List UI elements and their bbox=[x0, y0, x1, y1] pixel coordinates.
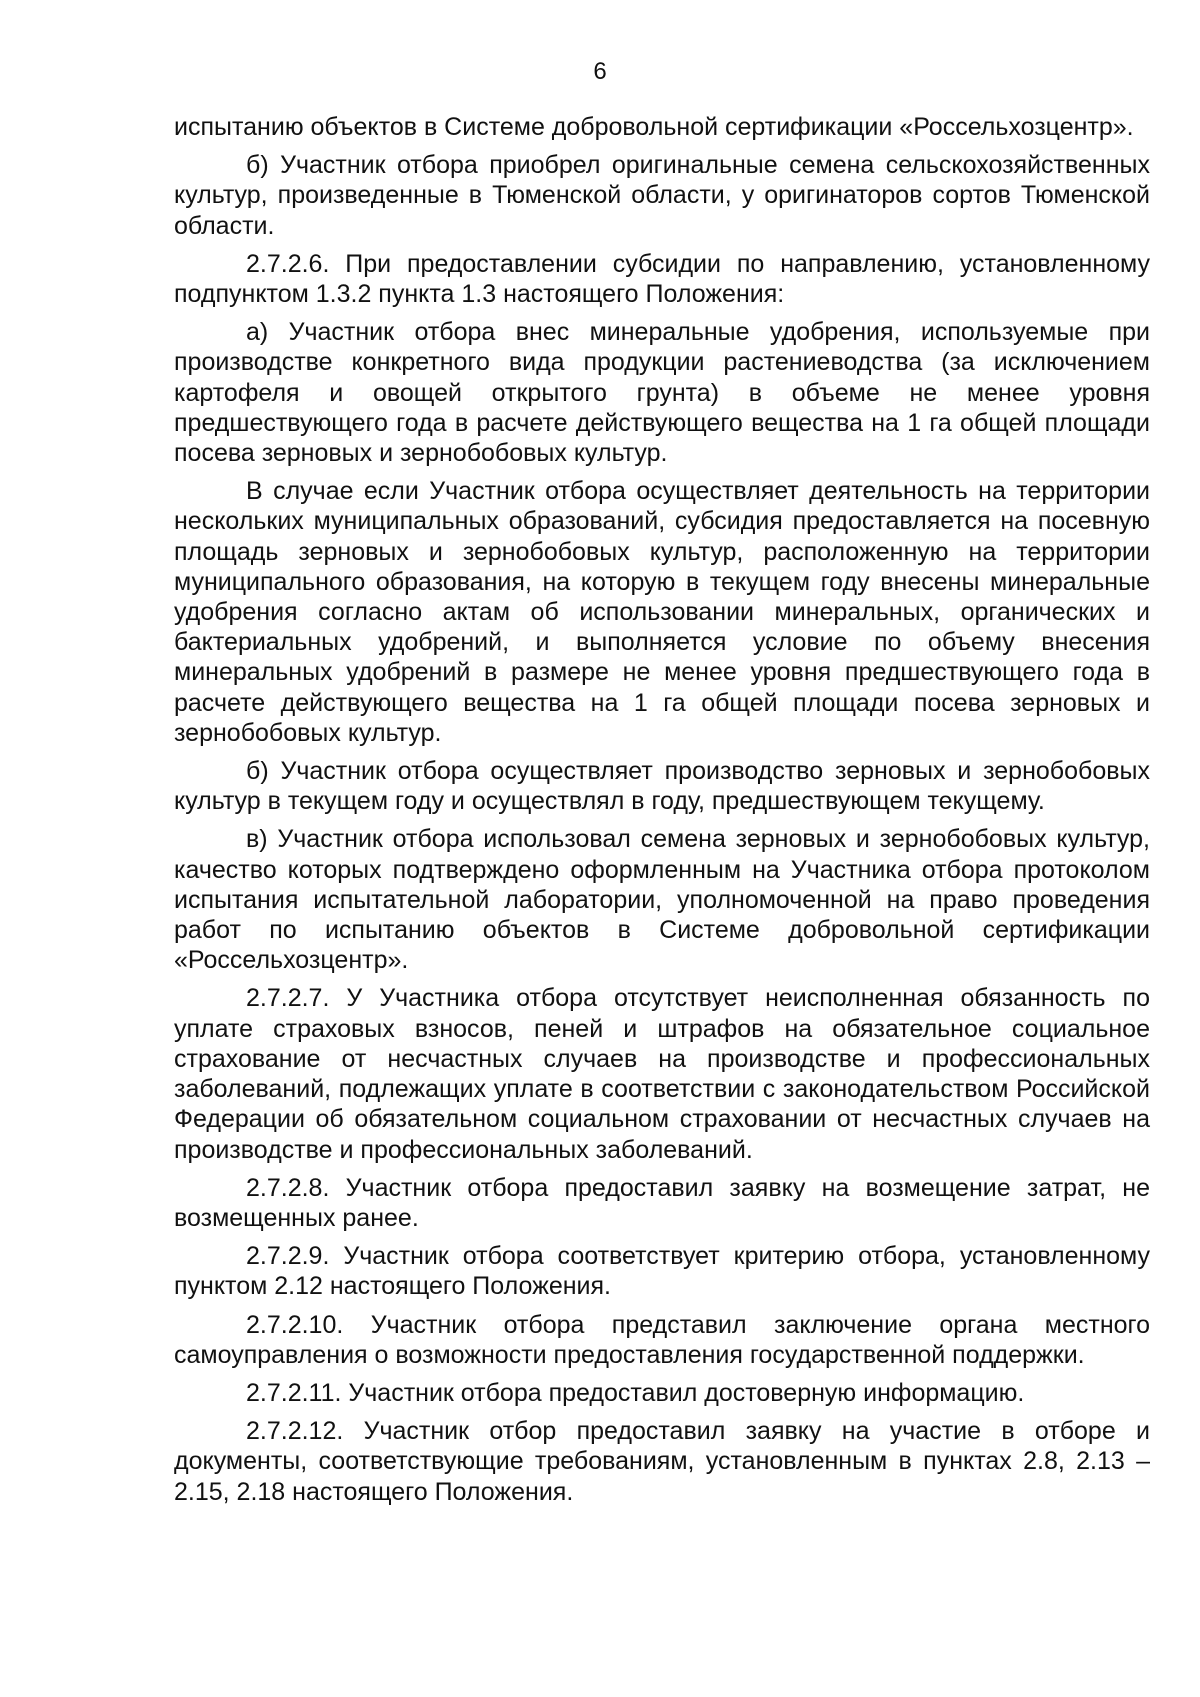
page-number: 6 bbox=[593, 58, 607, 85]
document-body bbox=[174, 112, 1150, 1515]
paragraph-2-7-2-7: 2.7.2.7. У Участника отбора отсутствует неисполненная обязанность по уплате страховых взносов, пеней и штрафов на обязательное социальное страхование от несчастных случаев на производстве и профессиональных заболеваний, подлежащих уплате в соответствии с законодательством Российской Федерации об обязательном социальном страховании от несчастных случаев на производстве и профессиональных заболеваний. bbox=[174, 984, 1150, 1164]
paragraph-2-7-2-9: 2.7.2.9. Участник отбора соответствует критерию отбора, установленному пунктом 2.12 настоящего Положения. bbox=[174, 1242, 1150, 1301]
paragraph-2-7-2-11: 2.7.2.11. Участник отбора предоставил достоверную информацию. bbox=[246, 1378, 1025, 1407]
paragraph-continuation: испытанию объектов в Системе добровольной сертификации «Россельхозцентр». bbox=[174, 113, 1134, 141]
paragraph-item-b-production: б) Участник отбора осуществляет производство зерновых и зернобобовых культур в текущем году и осуществлял в году, предшествующем текущему. bbox=[174, 757, 1150, 816]
paragraph-item-a-fertilizers: а) Участник отбора внес минеральные удобрения, используемые при производстве конкретного вида продукции растениеводства (за исключением картофеля и овощей открытого грунта) в объеме не менее уровня предшествующего года в расчете действующего вещества на 1 га общей площади посева зерновых и зернобобовых культур. bbox=[174, 318, 1150, 468]
paragraph-item-b-original-seeds: б) Участник отбора приобрел оригинальные семена сельскохозяйственных культур, произведенные в Тюменской области, у оригинаторов сортов Тюменской области. bbox=[174, 151, 1150, 240]
paragraph-2-7-2-12: 2.7.2.12. Участник отбор предоставил заявку на участие в отборе и документы, соответствующие требованиям, установленным в пунктах 2.8, 2.13 – 2.15, 2.18 настоящего Положения. bbox=[174, 1417, 1150, 1506]
paragraph-2-7-2-10: 2.7.2.10. Участник отбора представил заключение органа местного самоуправления о возможности предоставления государственной поддержки. bbox=[174, 1310, 1150, 1369]
paragraph-2-7-2-6: 2.7.2.6. При предоставлении субсидии по направлению, установленному подпунктом 1.3.2 пункта 1.3 настоящего Положения: bbox=[174, 249, 1150, 309]
paragraph-item-v-seeds-quality: в) Участник отбора использовал семена зерновых и зернобобовых культур, качество которых подтверждено оформленным на Участника отбора протоколом испытания испытательной лаборатории, уполномоченной на право проведения работ по испытанию объектов в Системе добровольной сертификации «Россельхозцентр». bbox=[174, 825, 1150, 975]
paragraph-2-7-2-8: 2.7.2.8. Участник отбора предоставил заявку на возмещение затрат, не возмещенных ранее. bbox=[174, 1173, 1150, 1232]
paragraph-municipal-case: В случае если Участник отбора осуществляет деятельность на территории нескольких муниципальных образований, субсидия предоставляется на посевную площадь зерновых и зернобобовых культур, расположенную на территории муниципального образования, на которую в текущем году внесены минеральные удобрения согласно актам об использовании минеральных, органических и бактериальных удобрений, и выполняется условие по объему внесения минеральных удобрений в размере не менее уровня предшествующего года в расчете действующего вещества на 1 га общей площади посева зерновых и зернобобовых культур. bbox=[174, 477, 1150, 747]
